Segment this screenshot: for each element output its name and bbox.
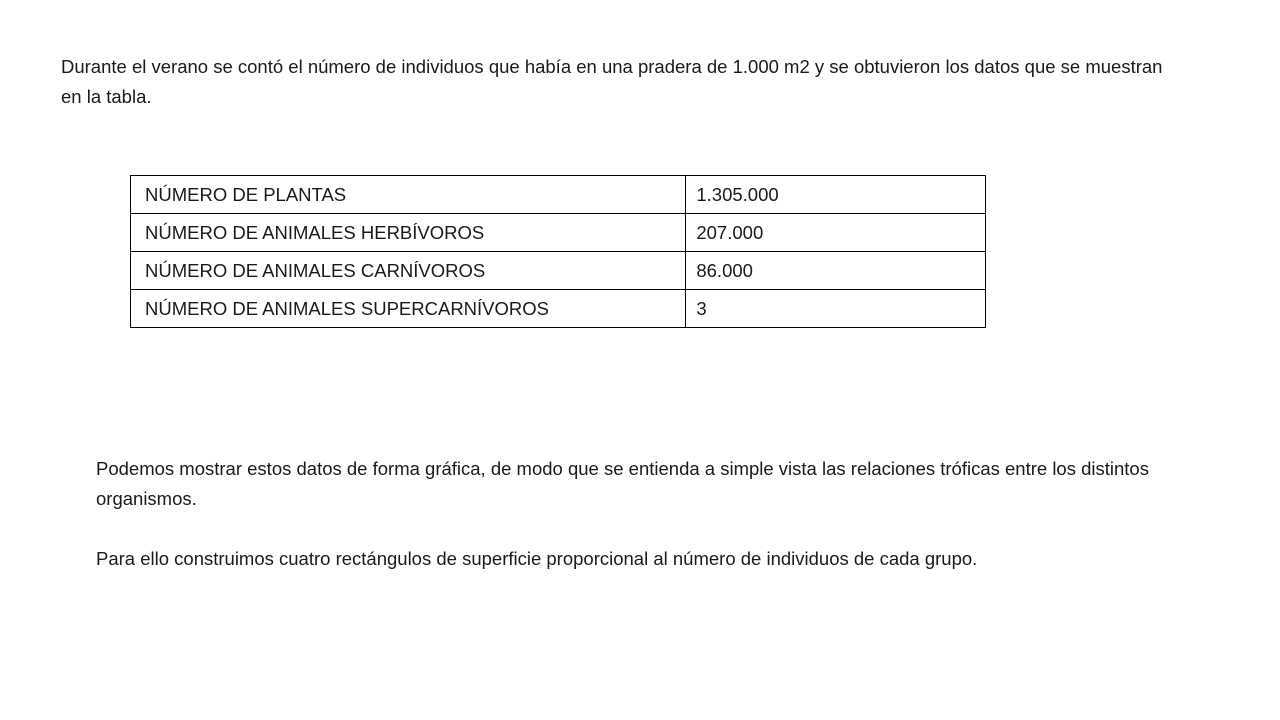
row-label: NÚMERO DE PLANTAS [131, 176, 686, 214]
row-value: 86.000 [686, 252, 986, 290]
row-value: 207.000 [686, 214, 986, 252]
explanation-section [96, 454, 1216, 574]
table-row [131, 252, 986, 290]
population-table [130, 175, 986, 328]
row-label: NÚMERO DE ANIMALES SUPERCARNÍVOROS [131, 290, 686, 328]
explanation-paragraph-rectangles: Para ello construimos cuatro rectángulos de superficie proporcional al número de individuos de cada grupo. [96, 548, 978, 569]
intro-paragraph: Durante el verano se contó el número de individuos que había en una pradera de 1.000 m2 y se obtuvieron los datos que se muestran en la tabla. [61, 56, 1163, 107]
explanation-paragraph-graphic: Podemos mostrar estos datos de forma gráfica, de modo que se entienda a simple vista las relaciones tróficas entre los distintos organismos. [96, 458, 1149, 509]
table-row [131, 176, 986, 214]
table-row [131, 290, 986, 328]
row-value: 3 [686, 290, 986, 328]
row-label: NÚMERO DE ANIMALES HERBÍVOROS [131, 214, 686, 252]
table-row [131, 214, 986, 252]
row-label: NÚMERO DE ANIMALES CARNÍVOROS [131, 252, 686, 290]
row-value: 1.305.000 [686, 176, 986, 214]
